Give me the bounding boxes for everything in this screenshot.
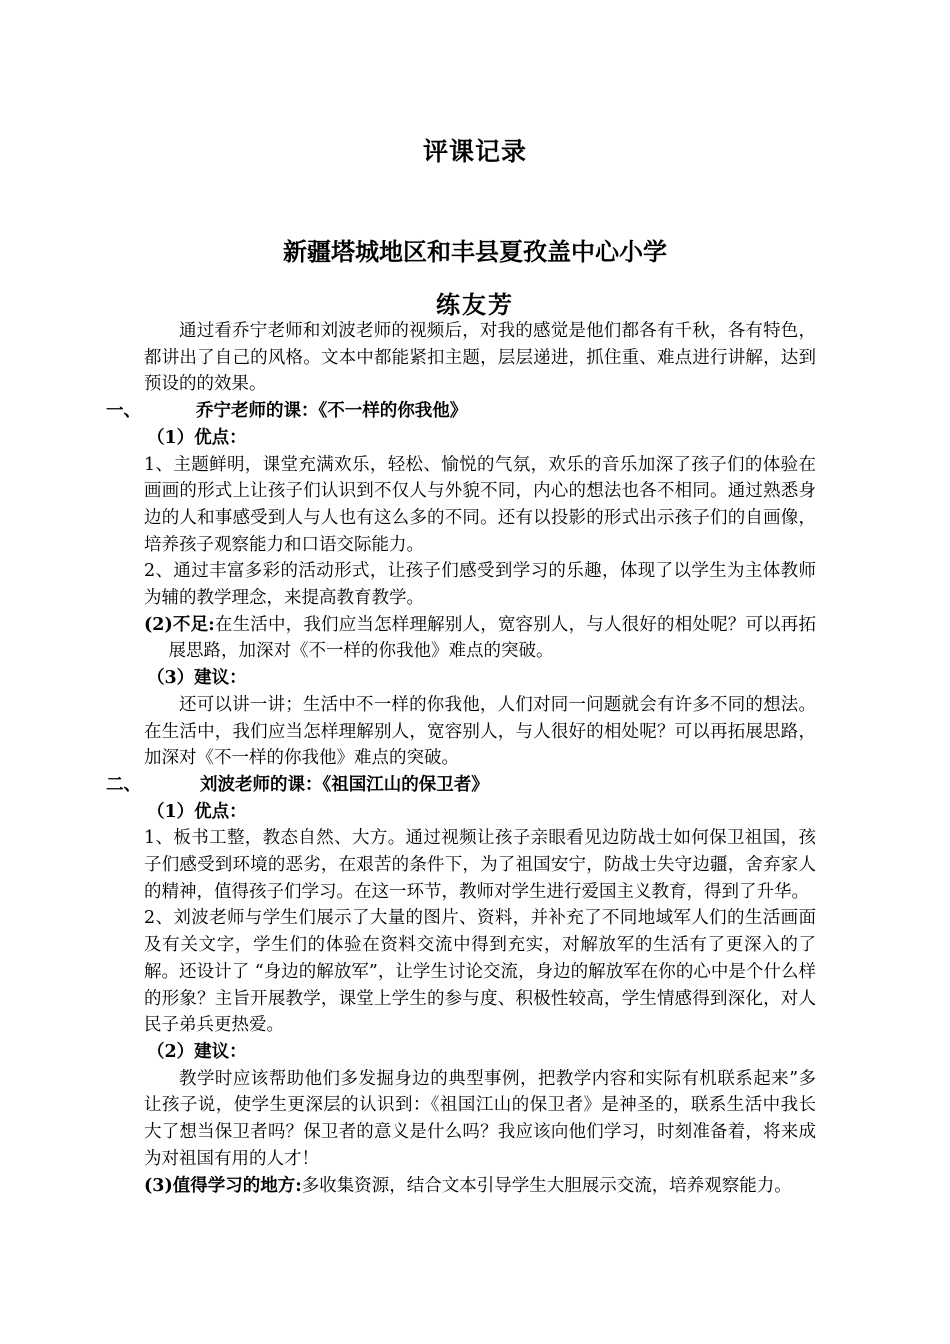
school-name: 新疆塔城地区和丰县夏孜盖中心小学	[283, 238, 667, 266]
section-1-strength-1: 1、主题鲜明，课堂充满欢乐，轻松、愉悦的气氛，欢乐的音乐加深了孩子们的体验在画画的形式上让孩子们认识到不仅人与外貌不同，内心的想法也各不相同。通过熟悉身边的人和事感受到人与人也有这么多的不同。还有以投影的形式出示孩子们的自画像，培养孩子观察能力和口语交际能力。	[144, 454, 816, 555]
document-body	[106, 318, 816, 1199]
section-1-strength-2: 2、通过丰富多彩的活动形式，让孩子们感受到学习的乐趣，体现了以学生为主体教师为辅的教学理念，来提高教育教学。	[144, 561, 816, 609]
section-2-suggestion-label: （2）建议：	[147, 1041, 247, 1062]
author-name: 练友芳	[436, 291, 514, 319]
intro-paragraph: 通过看乔宁老师和刘波老师的视频后，对我的感觉是他们都各有千秋，各有特色，都讲出了自己的风格。文本中都能紧扣主题，层层递进，抓住重、难点进行讲解，达到预设的的效果。	[144, 321, 816, 395]
section-2-title: 刘波老师的课：《祖国江山的保卫者》	[200, 774, 489, 795]
section-1-weakness-label: (2)不足:	[144, 614, 215, 635]
section-2-heading	[106, 772, 816, 799]
section-1-title: 乔宁老师的课：《不一样的你我他》	[196, 401, 468, 422]
section-1-suggestion-label: （3）建议：	[147, 668, 247, 689]
section-1-weakness-text: 在生活中，我们应当怎样理解别人，宽容别人，与人很好的相处呢？可以再拓展思路，加深对《不一样的你我他》难点的突破。	[168, 614, 816, 662]
section-2-learn	[144, 1173, 816, 1200]
section-1-weakness	[144, 612, 816, 665]
section-1-strengths-label: （1）优点：	[147, 427, 247, 448]
section-2-learn-text: 多收集资源，结合文本引导学生大胆展示交流，培养观察能力。	[301, 1175, 792, 1196]
section-2-strengths-label: （1）优点：	[147, 801, 247, 822]
section-2-learn-label: (3)值得学习的地方:	[144, 1175, 302, 1196]
section-2-strength-1: 1、板书工整，教态自然、大方。通过视频让孩子亲眼看见边防战士如何保卫祖国，孩子们感受到环境的恶劣，在艰苦的条件下，为了祖国安宁，防战士失守边疆，舍弃家人的精神，值得孩子们学习。在这一环节，教师对学生进行爱国主义教育，得到了升华。	[144, 828, 816, 902]
section-2-strength-2: 2、刘波老师与学生们展示了大量的图片、资料，并补充了不同地域军人们的生活画面及有关文字，学生们的体验在资料交流中得到充实，对解放军的生活有了更深入的了解。还设计了 “身边的解放军”，让学生讨论交流，身边的解放军在你的心中是个什么样的形象？主旨开展教学，课堂上学生的参与度、积极性较高，学生情感得到深化，对人民子弟兵更热爱。	[144, 908, 816, 1036]
document-title: 评课记录	[422, 137, 527, 166]
section-1-suggestion: 还可以讲一讲；生活中不一样的你我他，人们对同一问题就会有许多不同的想法。在生活中，我们应当怎样理解别人，宽容别人，与人很好的相处呢？可以再拓展思路，加深对《不一样的你我他》难点的突破。	[144, 694, 816, 769]
section-1-heading	[106, 398, 816, 425]
section-2-number: 二、	[106, 774, 141, 795]
section-2-suggestion: 教学时应该帮助他们多发掘身边的典型事例，把教学内容和实际有机联系起来”多让孩子说，使学生更深层的认识到：《祖国江山的保卫者》是神圣的，联系生活中我长大了想当保卫者吗？保卫者的意义是什么吗？我应该向他们学习，时刻准备着，将来成为对祖国有用的人才！	[144, 1068, 816, 1169]
section-1-number: 一、	[106, 401, 141, 422]
